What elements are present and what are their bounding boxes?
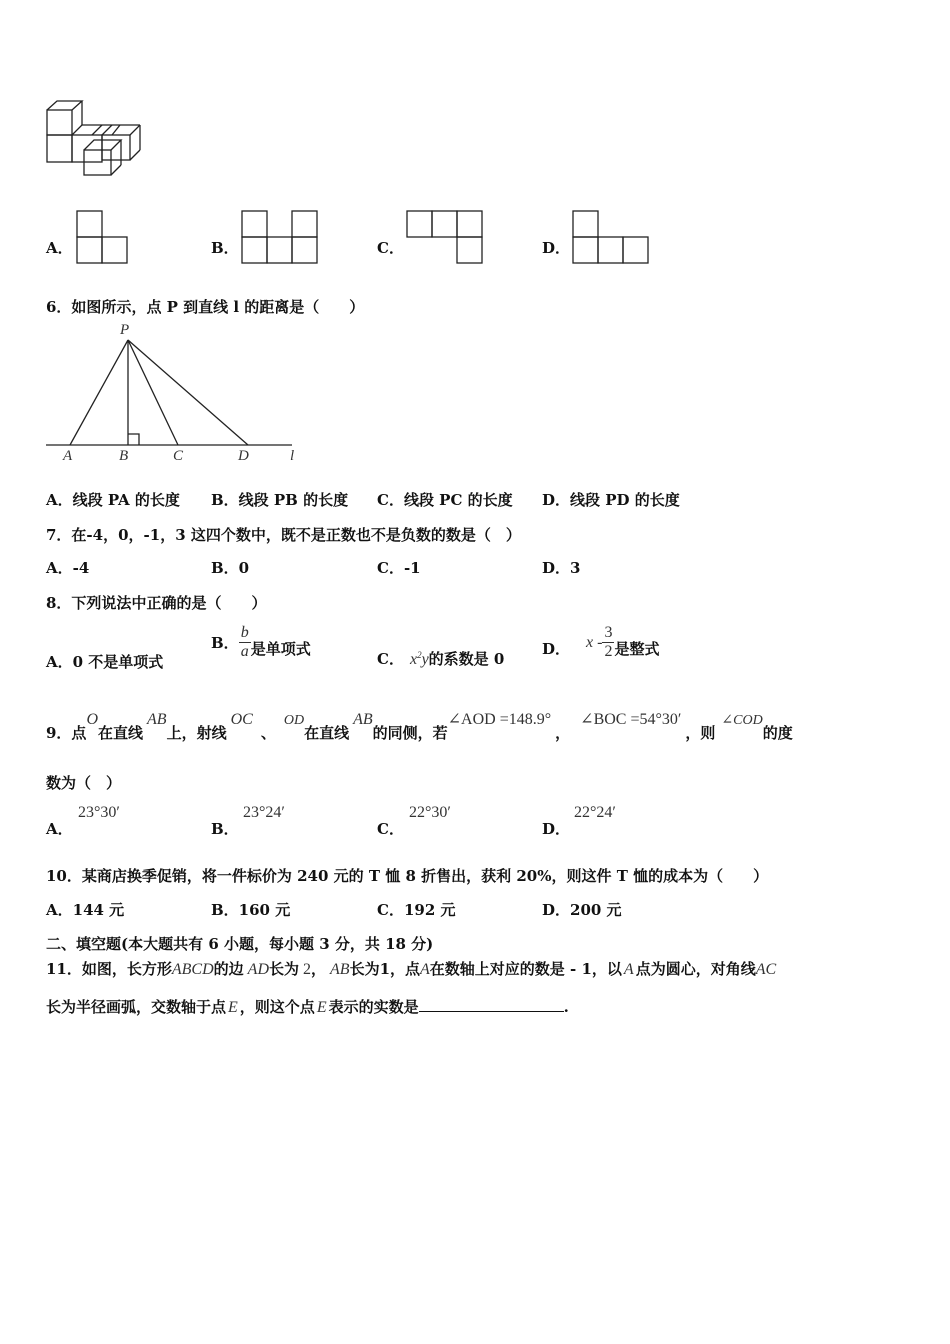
q8-option-d-x: x - (586, 633, 603, 651)
q8-option-d-fraction (602, 624, 614, 661)
q11-text-10: 表示的实数是 (328, 998, 419, 1016)
q10-question: 10．某商店换季促销，将一件标价为 240 元的 T 恤 8 折售出，获利 20%，则这件 T 恤的成本为（ ） (46, 867, 769, 885)
q9-option-b[interactable] (211, 818, 239, 839)
q9-text-5: 的同侧，若 (372, 724, 448, 742)
q8-question: 8．下列说法中正确的是（ ） (46, 594, 267, 612)
q9-text-6: ，则 (685, 724, 716, 742)
q5-option-c[interactable] (377, 237, 404, 258)
q11-e-2: E (316, 999, 327, 1016)
q9-option-d[interactable] (542, 818, 570, 839)
q7-option-d[interactable]: D．3 (542, 559, 581, 577)
q10-option-b[interactable]: B．160 元 (211, 901, 291, 919)
q11-text-9: ，则这个点 (239, 998, 315, 1016)
q8-option-d-numerator: 3 (604, 624, 613, 641)
q9-angle-aod: ∠AOD =148.9° (447, 711, 552, 728)
q6-option-c[interactable]: C．线段 PC 的长度 (377, 491, 513, 509)
q8-option-b-letter: B． (211, 634, 239, 652)
q7-question: 7．在-4，0，-1，3 这四个数中，既不是正数也不是负数的数是（ ） (46, 526, 521, 544)
q9-option-a-letter: A． (46, 820, 73, 838)
q9-text-2: 在直线 (98, 724, 144, 742)
q9-question-line1 (46, 708, 793, 742)
q9-option-d-letter: D． (542, 820, 571, 838)
q5-option-b-letter: B． (211, 239, 239, 257)
q11-text-6: 在数轴上对应的数是 - 1，以 (429, 960, 622, 978)
q11-text-3: 长为 (269, 960, 300, 978)
q9-sep: 、 (260, 724, 276, 742)
q11-text-5: 长为1，点 (349, 960, 421, 978)
q11-ad: AD (247, 961, 269, 978)
q5-cube-figure (44, 98, 144, 178)
q8-option-b[interactable] (211, 624, 311, 661)
q8-option-b-fraction (239, 624, 251, 661)
q6-figure (44, 322, 304, 468)
q11-ac: AC (755, 961, 777, 978)
q10-option-c[interactable]: C．192 元 (377, 901, 456, 919)
q9-option-c[interactable] (377, 818, 404, 839)
q8-option-c-letter: C． (377, 650, 404, 668)
q9-text-7: 的度 (762, 724, 793, 742)
q11-text-4: ， (311, 960, 327, 978)
q5-option-d-figure (572, 210, 652, 266)
q9-option-d-value: 22°24′ (574, 804, 616, 821)
q6-label-d: D (238, 448, 249, 464)
q10-option-d[interactable]: D．200 元 (542, 901, 622, 919)
q9-o: O (86, 711, 98, 728)
q11-answer-blank[interactable] (419, 997, 564, 1012)
q6-option-a[interactable]: A．线段 PA 的长度 (46, 491, 180, 509)
q8-option-c-tail: 的系数是 0 (428, 650, 505, 668)
q9-angle-boc: ∠BOC =54°30′ (580, 711, 682, 728)
q9-text-4: 在直线 (304, 724, 350, 742)
q6-label-l: l (290, 448, 295, 464)
q8-option-c-exponent: 2 (417, 650, 422, 660)
q11-two: 2 (303, 961, 312, 978)
q11-text-1: 11．如图，长方形 (46, 960, 172, 978)
q11-abcd: ABCD (171, 961, 214, 978)
q5-option-b-figure (241, 210, 321, 266)
q6-question: 6．如图所示，点 P 到直线 l 的距离是（ ） (46, 298, 365, 316)
q11-line2 (46, 996, 569, 1017)
q5-option-a-letter: A． (46, 239, 73, 257)
q5-option-c-letter: C． (377, 239, 404, 257)
q9-option-a[interactable] (46, 818, 73, 839)
q11-a-2: A (623, 961, 634, 978)
q9-text-3: 上，射线 (166, 724, 227, 742)
q8-option-a[interactable]: A．0 不是单项式 (46, 653, 164, 671)
q8-option-d-denominator: 2 (604, 643, 613, 660)
q9-text-1: 9．点 (46, 724, 87, 742)
q5-option-a[interactable] (46, 237, 73, 258)
q7-option-c[interactable]: C．-1 (377, 559, 421, 577)
q9-od: OD (283, 713, 305, 728)
q9-ab: AB (147, 711, 167, 728)
q6-label-c: C (173, 448, 184, 464)
q9-question-line2: 数为（ ） (46, 774, 122, 792)
q7-option-b[interactable]: B．0 (211, 559, 250, 577)
q9-option-a-value: 23°30′ (78, 804, 120, 821)
q7-option-a[interactable]: A．-4 (46, 559, 90, 577)
q9-option-b-value: 23°24′ (243, 804, 285, 821)
q6-label-b: B (119, 448, 129, 464)
q11-text-8: 长为半径画弧，交数轴于点 (46, 998, 227, 1016)
q8-option-d-letter: D． (542, 640, 571, 658)
q8-option-c-y: y (421, 651, 429, 668)
section-2-heading: 二、填空题(本大题共有 6 小题，每小题 3 分，共 18 分) (46, 935, 434, 953)
q11-a: A (420, 961, 430, 978)
q8-option-b-tail: 是单项式 (250, 640, 311, 658)
q10-option-a[interactable]: A．144 元 (46, 901, 125, 919)
q11-text-2: 的边 (213, 960, 244, 978)
q8-option-c-x: x (409, 651, 418, 668)
q8-option-d[interactable] (542, 624, 659, 661)
q9-option-c-letter: C． (377, 820, 404, 838)
q5-option-b[interactable] (211, 237, 239, 258)
q11-text-7: 点为圆心，对角线 (635, 960, 756, 978)
q9-comma: ， (555, 724, 571, 742)
q9-option-b-letter: B． (211, 820, 239, 838)
q11-e: E (228, 999, 238, 1016)
q8-option-b-denominator: a (240, 643, 249, 660)
q9-option-c-value: 22°30′ (409, 804, 451, 821)
q8-option-c[interactable] (377, 648, 504, 669)
q6-option-b[interactable]: B．线段 PB 的长度 (211, 491, 349, 509)
q5-option-a-figure (76, 210, 130, 266)
q11-line1 (46, 958, 776, 979)
q11-end: . (563, 998, 569, 1016)
q6-label-a: A (63, 448, 73, 464)
q6-label-p: P (120, 322, 130, 338)
q9-oc: OC (230, 711, 253, 728)
q9-angle-cod: ∠COD (721, 713, 763, 728)
q5-option-d-letter: D． (542, 239, 571, 257)
q8-option-b-numerator: b (240, 624, 249, 641)
q5-option-c-figure (406, 210, 486, 266)
q11-ab: AB (330, 961, 350, 978)
q9-ab-2: AB (353, 711, 373, 728)
q8-option-d-tail: 是整式 (614, 640, 660, 658)
q6-option-d[interactable]: D．线段 PD 的长度 (542, 491, 680, 509)
q5-option-d[interactable] (542, 237, 570, 258)
